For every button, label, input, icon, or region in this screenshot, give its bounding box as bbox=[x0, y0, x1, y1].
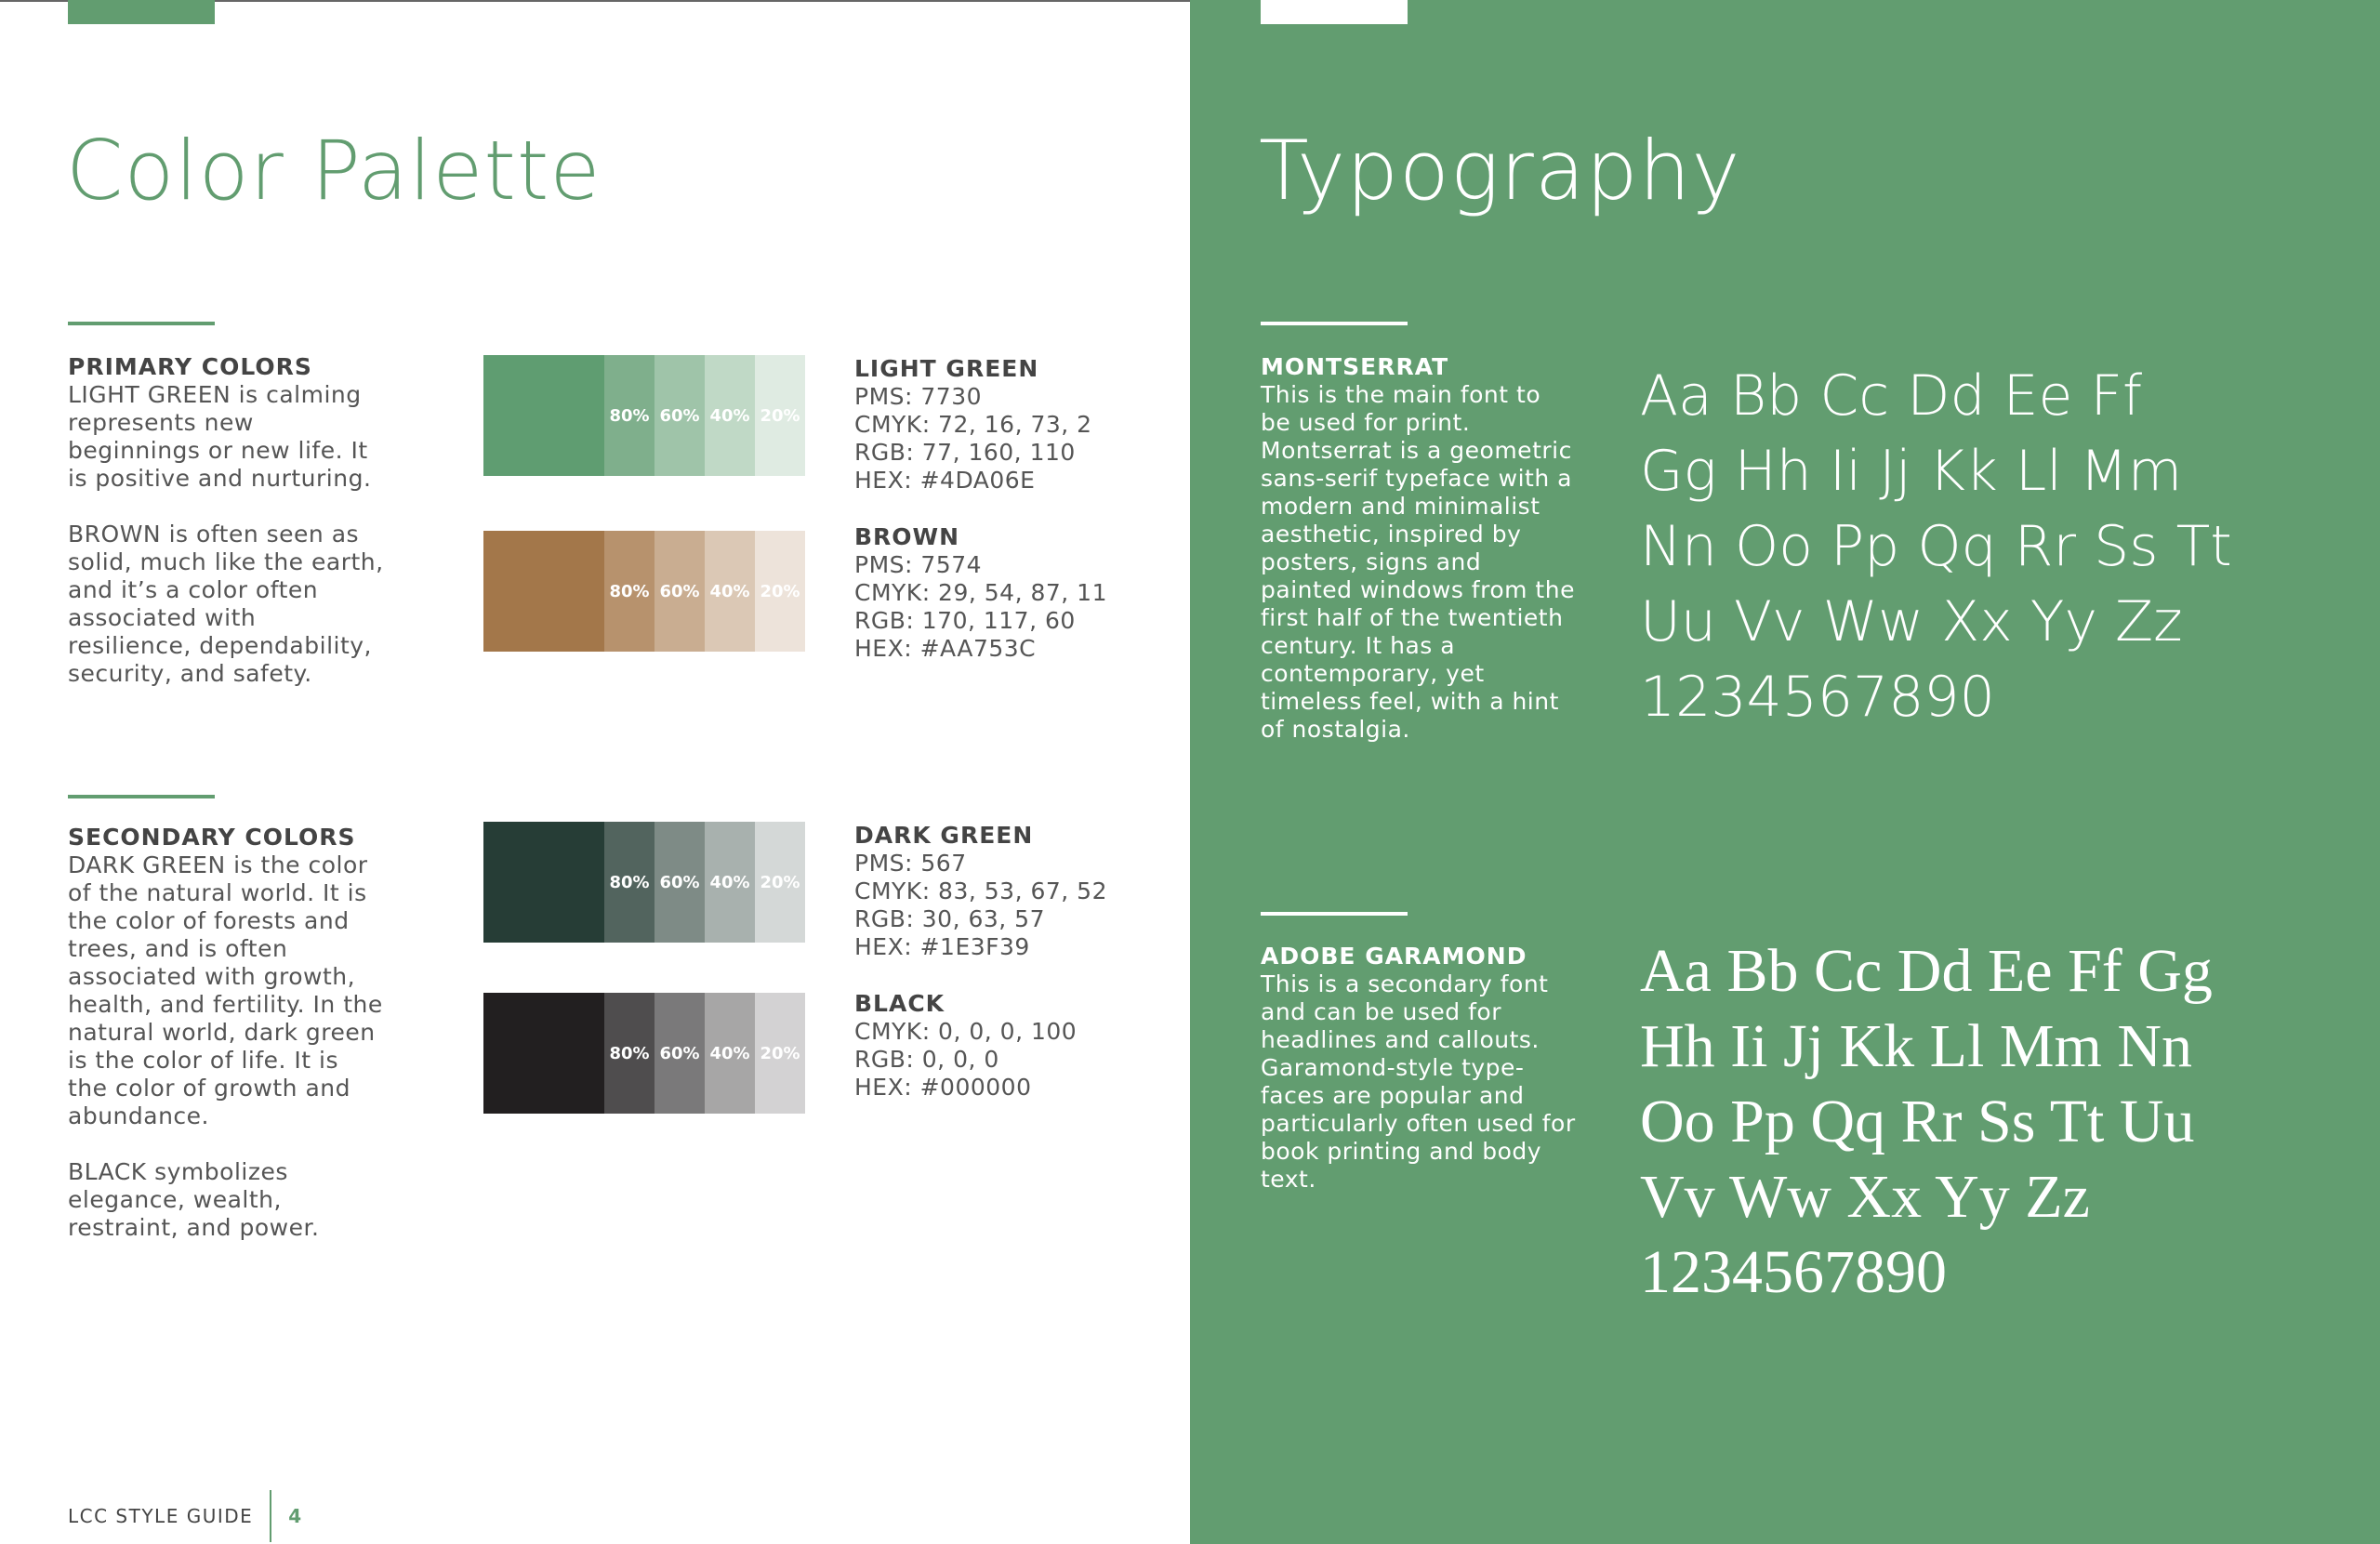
rgb-value: RGB: 30, 63, 57 bbox=[854, 905, 1045, 932]
section-divider bbox=[1261, 322, 1408, 325]
black-swatch bbox=[483, 993, 805, 1114]
font-heading: MONTSERRAT bbox=[1261, 353, 1449, 380]
color-name: BROWN bbox=[854, 523, 960, 550]
rgb-value: RGB: 170, 117, 60 bbox=[854, 607, 1076, 634]
section-divider bbox=[1261, 912, 1408, 916]
swatch-tint: 80% bbox=[604, 822, 654, 943]
hex-value: HEX: #AA753C bbox=[854, 635, 1037, 662]
sample-line: Aa Bb Cc Dd Ee Ff Gg bbox=[1640, 937, 2213, 1005]
hex-value: HEX: #1E3F39 bbox=[854, 933, 1030, 960]
section-heading: SECONDARY COLORS bbox=[68, 824, 356, 851]
section-divider bbox=[68, 322, 215, 325]
page-title: Color Palette bbox=[66, 123, 602, 218]
swatch-tint: 80% bbox=[604, 355, 654, 476]
swatch-main bbox=[483, 993, 604, 1114]
dark-green-info bbox=[854, 822, 1170, 961]
swatch-tint: 80% bbox=[604, 993, 654, 1114]
footer-divider bbox=[270, 1490, 271, 1542]
cmyk-value: CMYK: 83, 53, 67, 52 bbox=[854, 878, 1107, 904]
sample-line: Uu Vv Ww Xx Yy Zz bbox=[1640, 589, 2183, 654]
page-accent-bar bbox=[1261, 0, 1408, 24]
page-number: 4 bbox=[288, 1505, 303, 1527]
font-description-text: This is the main font to be used for print. Montserrat is a geometric sans-serif typeface with a modern and minimalist aesthetic, inspired by posters, signs and painted windows from the first half of the twentieth century. It has a contemporary, yet timeless feel, with a hint of nostalgia. bbox=[1261, 381, 1575, 743]
paragraph: DARK GREEN is the color of the natural world. It is the color of forests and trees, and is often associated with growth, health, and fertility. In the natural world, dark green is the color of life. It is the color of growth and abundance. bbox=[68, 851, 383, 1129]
brown-swatch bbox=[483, 531, 805, 652]
brown-info bbox=[854, 523, 1170, 663]
swatch-tint: 60% bbox=[654, 822, 705, 943]
font-description-text: This is a secondary font and can be used for headlines and callouts. Garamond-style type-faces are popular and particularly often used for book printing and body text. bbox=[1261, 970, 1576, 1193]
swatch-main bbox=[483, 531, 604, 652]
hex-value: HEX: #000000 bbox=[854, 1074, 1032, 1101]
pms-value: PMS: 567 bbox=[854, 850, 967, 877]
color-name: DARK GREEN bbox=[854, 822, 1034, 849]
color-name: LIGHT GREEN bbox=[854, 355, 1039, 382]
swatch-main bbox=[483, 355, 604, 476]
montserrat-sample bbox=[1640, 359, 2232, 735]
swatch-tint: 60% bbox=[654, 355, 705, 476]
sample-line: Aa Bb Cc Dd Ee Ff bbox=[1640, 363, 2143, 429]
sample-line: 1234567890 bbox=[1640, 1238, 1947, 1306]
swatch-tint: 20% bbox=[755, 531, 805, 652]
guide-label: LCC STYLE GUIDE bbox=[68, 1505, 254, 1527]
swatch-main bbox=[483, 822, 604, 943]
section-divider bbox=[68, 795, 215, 798]
paragraph: BROWN is often seen as solid, much like the earth, and it’s a color often associated with resilience, dependability, security, and safety. bbox=[68, 521, 384, 687]
sample-line: Nn Oo Pp Qq Rr Ss Tt bbox=[1640, 514, 2232, 579]
paragraph: LIGHT GREEN is calming represents new beginnings or new life. It is positive and nurturing. bbox=[68, 381, 372, 492]
cmyk-value: CMYK: 29, 54, 87, 11 bbox=[854, 579, 1107, 606]
rgb-value: RGB: 77, 160, 110 bbox=[854, 439, 1076, 466]
pms-value: PMS: 7574 bbox=[854, 551, 983, 578]
dark-green-swatch bbox=[483, 822, 805, 943]
swatch-tint: 40% bbox=[705, 531, 755, 652]
sample-line: Oo Pp Qq Rr Ss Tt Uu bbox=[1640, 1088, 2195, 1155]
color-name: BLACK bbox=[854, 990, 945, 1017]
swatch-tint: 20% bbox=[755, 993, 805, 1114]
rgb-value: RGB: 0, 0, 0 bbox=[854, 1046, 999, 1073]
swatch-tint: 80% bbox=[604, 531, 654, 652]
swatch-tint: 60% bbox=[654, 531, 705, 652]
page-accent-bar bbox=[68, 0, 215, 24]
pms-value: PMS: 7730 bbox=[854, 383, 983, 410]
sample-line: 1234567890 bbox=[1640, 665, 1995, 730]
swatch-tint: 20% bbox=[755, 822, 805, 943]
light-green-info bbox=[854, 355, 1170, 495]
typography-title: Typography bbox=[1259, 123, 1741, 218]
cmyk-value: CMYK: 72, 16, 73, 2 bbox=[854, 411, 1092, 438]
sample-line: Vv Ww Xx Yy Zz bbox=[1640, 1163, 2090, 1231]
swatch-tint: 40% bbox=[705, 822, 755, 943]
swatch-tint: 60% bbox=[654, 993, 705, 1114]
page-footer bbox=[68, 1490, 303, 1542]
light-green-swatch bbox=[483, 355, 805, 476]
primary-colors-text bbox=[68, 353, 384, 716]
garamond-description bbox=[1261, 943, 1577, 1194]
montserrat-description bbox=[1261, 353, 1577, 744]
secondary-colors-text bbox=[68, 824, 384, 1270]
paragraph: BLACK symbolizes elegance, wealth, restraint, and power. bbox=[68, 1158, 320, 1241]
section-heading: PRIMARY COLORS bbox=[68, 353, 312, 380]
sample-line: Gg Hh Ii Jj Kk Ll Mm bbox=[1640, 439, 2183, 504]
swatch-tint: 40% bbox=[705, 355, 755, 476]
cmyk-value: CMYK: 0, 0, 0, 100 bbox=[854, 1018, 1078, 1045]
sample-line: Hh Ii Jj Kk Ll Mm Nn bbox=[1640, 1012, 2192, 1080]
black-info bbox=[854, 990, 1170, 1102]
typography-page bbox=[1190, 0, 2380, 1544]
garamond-sample bbox=[1640, 933, 2213, 1310]
swatch-tint: 40% bbox=[705, 993, 755, 1114]
hex-value: HEX: #4DA06E bbox=[854, 467, 1036, 494]
swatch-tint: 20% bbox=[755, 355, 805, 476]
font-heading: ADOBE GARAMOND bbox=[1261, 943, 1527, 970]
